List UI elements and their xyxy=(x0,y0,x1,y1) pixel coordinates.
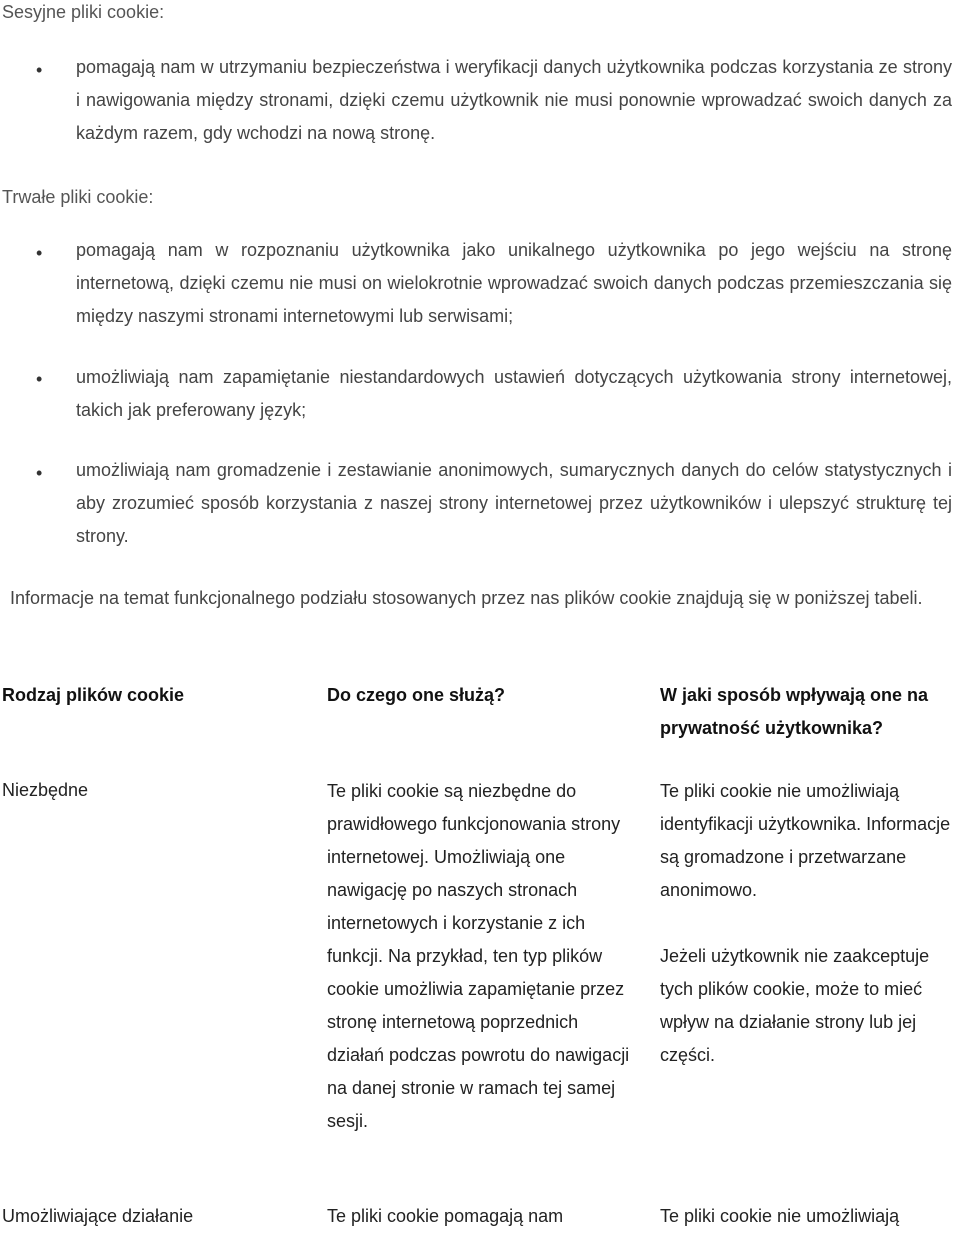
persistent-bullet-3: umożliwiają nam gromadzenie i zestawianie anonimowych, sumarycznych danych do celów statystycznych i aby zrozumieć sposób korzystania z naszej strony internetowej przez użytkowników i ulepszyć strukturę tej strony. xyxy=(76,460,952,546)
table-header-type: Rodzaj plików cookie xyxy=(2,685,185,705)
bullet-marker: • xyxy=(36,243,43,263)
privacy-paragraph: Jeżeli użytkownik nie zaakceptuje tych plików cookie, może to mieć wpływ na działanie strony lub jej części. xyxy=(660,946,930,1065)
privacy-paragraph: Te pliki cookie nie umożliwiają identyfikacji użytkownika. Informacje są gromadzone i przetwarzane anonimowo. xyxy=(660,781,951,900)
table-cell-purpose: Te pliki cookie są niezbędne do prawidłowego funkcjonowania strony internetowej. Umożliwiają one nawigację po naszych stronach internetowych i korzystanie z ich funkcji. Na przykład, ten typ plików cookie umożliwia zapamiętanie przez stronę internetową poprzednich działań podczas powrotu do nawigacji na danej stronie w ramach tej samej sesji. xyxy=(327,781,630,1131)
persistent-bullet-1: pomagają nam w rozpoznaniu użytkownika jako unikalnego użytkownika po jego wejściu na stronę internetową, dzięki czemu nie musi on wielokrotnie wprowadzać swoich danych podczas przemieszczania się między naszymi stronami internetowymi lub serwisami; xyxy=(76,240,952,326)
table-cell-privacy: Te pliki cookie nie umożliwiają xyxy=(660,1206,900,1226)
section-heading-persistent: Trwałe pliki cookie: xyxy=(2,187,154,207)
bullet-marker: • xyxy=(36,60,43,80)
bullet-marker: • xyxy=(36,369,43,389)
table-cell-type: Umożliwiające działanie xyxy=(2,1206,194,1226)
table-intro: Informacje na temat funkcjonalnego podziału stosowanych przez nas plików cookie znajdują się w poniższej tabeli. xyxy=(10,588,923,608)
table-cell-privacy xyxy=(660,775,958,1072)
table-header-privacy: W jaki sposób wpływają one na prywatność użytkownika? xyxy=(660,685,929,738)
bullet-marker: • xyxy=(36,463,43,483)
table-cell-purpose: Te pliki cookie pomagają nam xyxy=(327,1206,564,1226)
table-cell-type: Niezbędne xyxy=(2,780,89,800)
table-header-purpose: Do czego one służą? xyxy=(327,685,506,705)
session-bullet-1: pomagają nam w utrzymaniu bezpieczeństwa i weryfikacji danych użytkownika podczas korzystania ze strony i nawigowania między stronami, dzięki czemu użytkownik nie musi ponownie wprowadzać swoich danych za każdym razem, gdy wchodzi na nową stronę. xyxy=(76,57,952,143)
persistent-bullet-2: umożliwiają nam zapamiętanie niestandardowych ustawień dotyczących użytkowania strony internetowej, takich jak preferowany język; xyxy=(76,367,952,420)
section-heading-session: Sesyjne pliki cookie: xyxy=(2,2,165,22)
